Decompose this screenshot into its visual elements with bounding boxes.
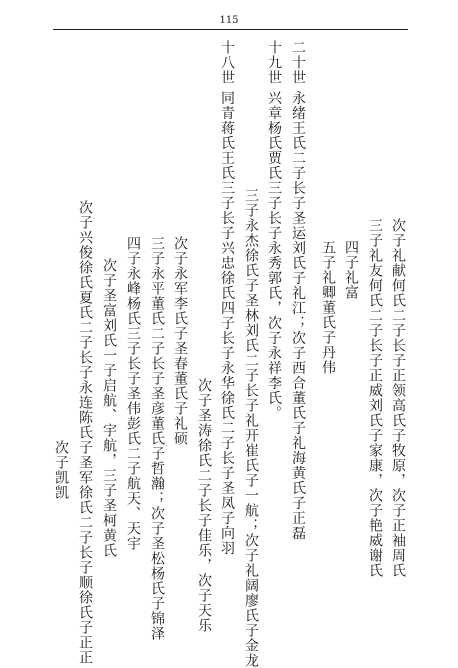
text-column-6: 十九世 兴章杨氏贾氏三子长子永秀郭氏，次子永祥李氏。	[266, 40, 282, 421]
text-column-7: 三子永杰徐氏子圣林刘氏二子长子礼开崔氏子一航；次子礼阔廖氏子金龙	[243, 188, 259, 668]
header-rule	[53, 29, 408, 30]
text-column-3: 四子礼富	[343, 240, 359, 300]
text-column-11: 三子永平董氏二子长子圣彦董氏子哲瀚；次子圣松杨氏子锦泽	[149, 236, 165, 641]
text-column-15: 次子凯凯	[53, 440, 69, 500]
text-column-13: 次子圣富刘氏一子启航、宇航，三子圣柯黄氏	[101, 258, 117, 558]
text-column-2: 三子礼友何氏二子长子正威刘氏子家康，次子艳威谢氏	[367, 218, 383, 578]
text-column-8: 十八世 同青蒋氏王氏三子长子兴忠徐氏四子长子永华徐氏二子长子圣凤子向羽	[219, 40, 235, 556]
text-column-4: 五子礼卿董氏子丹伟	[320, 240, 336, 375]
text-column-1: 次子礼献何氏二子长子正领高氏子牧原，次子正袖周氏	[390, 218, 406, 578]
text-column-5: 二十世 永绪王氏二子长子圣运刘氏子礼江；次子西合董氏子礼海黄氏子正磊	[290, 40, 306, 541]
page-number: 115	[219, 15, 239, 26]
text-column-9: 次子圣涛徐氏二子长子佳乐，次子天乐	[196, 378, 212, 633]
text-column-12: 四子永峰杨氏三子长子圣伟彭氏二子航天、天宇	[125, 236, 141, 551]
text-column-14: 次子兴俊徐氏夏氏二子长子永连陈氏子圣军徐氏二子长子顺徐氏子正正	[77, 200, 93, 665]
text-column-10: 次子永军李氏子圣春董氏子礼硕	[172, 236, 188, 446]
